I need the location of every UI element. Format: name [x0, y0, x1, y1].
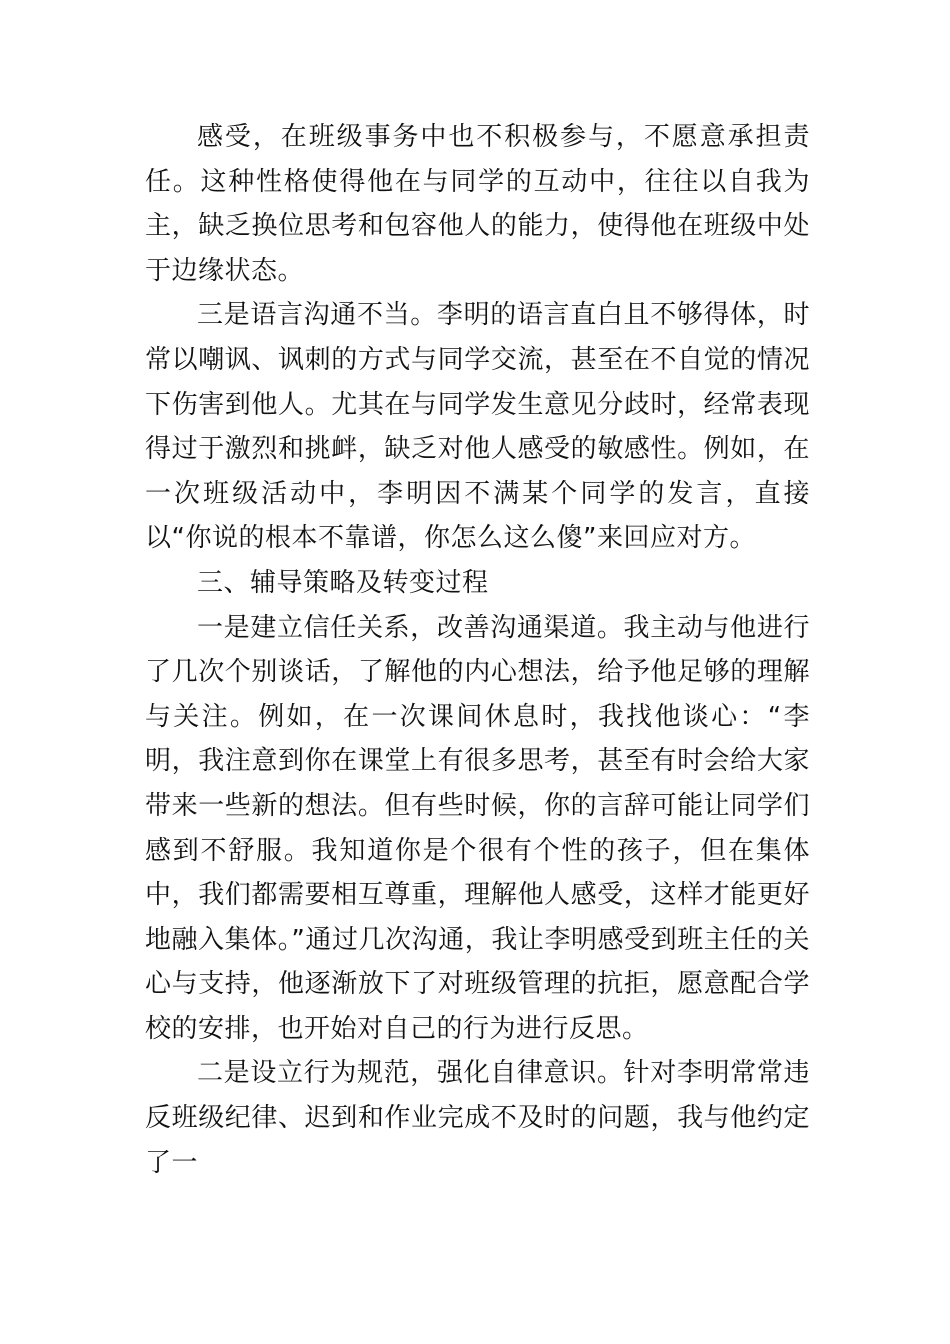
section-heading: 三、辅导策略及转变过程: [197, 567, 489, 598]
document-body: [145, 115, 810, 1185]
paragraph-4: 二是设立行为规范，强化自律意识。针对李明常常违反班级纪律、迟到和作业完成不及时的问题，我与他约定了一: [145, 1058, 810, 1178]
paragraph-2: 三是语言沟通不当。李明的语言直白且不够得体，时常以嘲讽、讽刺的方式与同学交流，甚至在不自觉的情况下伤害到他人。尤其在与同学发生意见分歧时，经常表现得过于激烈和挑衅，缺乏对他人感受的敏感性。例如，在一次班级活动中，李明因不满某个同学的发言，直接以“你说的根本不靠谱，你怎么这么傻”来回应对方。: [145, 300, 810, 554]
paragraph-1: 感受，在班级事务中也不积极参与，不愿意承担责任。这种性格使得他在与同学的互动中，往往以自我为主，缺乏换位思考和包容他人的能力，使得他在班级中处于边缘状态。: [145, 122, 810, 286]
paragraph-3: 一是建立信任关系，改善沟通渠道。我主动与他进行了几次个别谈话，了解他的内心想法，给予他足够的理解与关注。例如，在一次课间休息时，我找他谈心：“李明，我注意到你在课堂上有很多思考，甚至有时会给大家带来一些新的想法。但有些时候，你的言辞可能让同学们感到不舒服。我知道你是个很有个性的孩子，但在集体中，我们都需要相互尊重，理解他人感受，这样才能更好地融入集体。”通过几次沟通，我让李明感受到班主任的关心与支持，他逐渐放下了对班级管理的抗拒，愿意配合学校的安排，也开始对自己的行为进行反思。: [145, 612, 810, 1044]
